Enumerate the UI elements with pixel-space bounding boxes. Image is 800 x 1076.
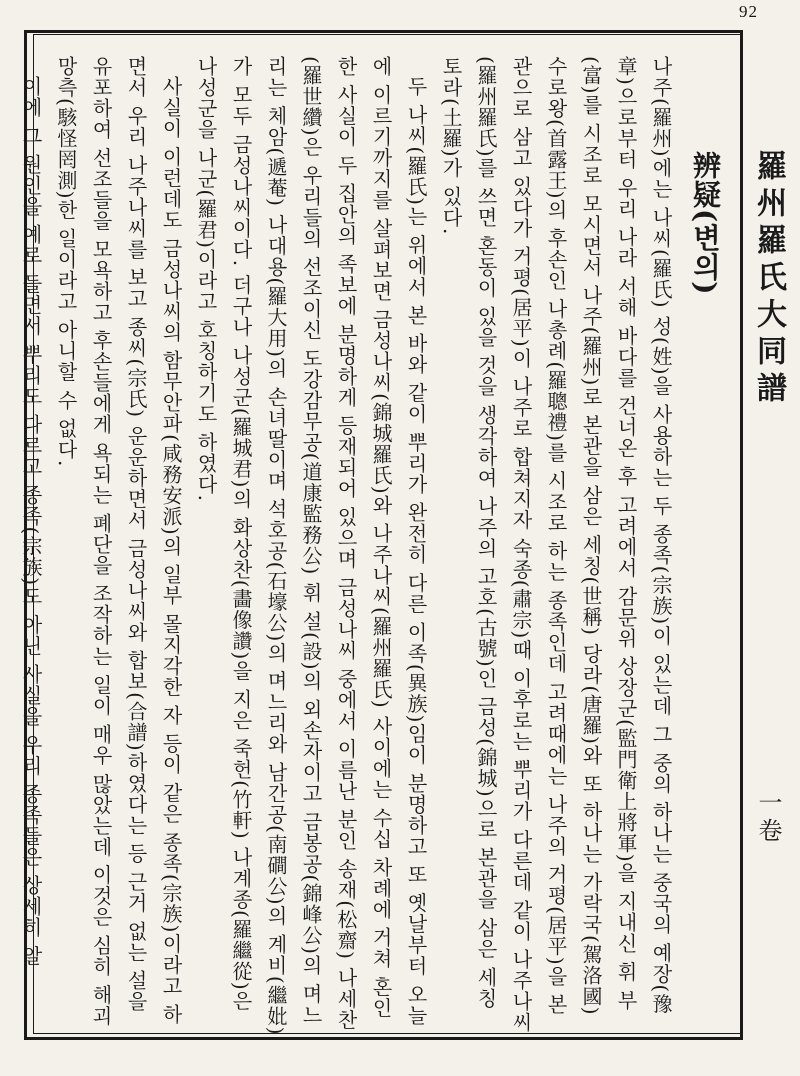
page-number: 92 bbox=[739, 2, 758, 21]
paragraph-3: 사실이 이런데도 금성나씨의 함무안파(咸務安派)의 일부 몰지각한 자 등이 같은 종족(宗族)이라고 하면서 우리 나주나씨를 보고 종씨(宗氏) 운운하면서 금성나씨와 합보(合譜)하였다는 등 근거 없는 설을 유포하여 선조들을 모욕하고 후손들에게 욕되는 폐단을 조작하는 일이 매우 많았는데 이것은 심히 해괴망측(駭怪罔測)한 일이라고 아니할 수 없다. bbox=[54, 56, 183, 1027]
paragraph-1: 나주(羅州)에는 나씨(羅氏) 성(姓)을 사용하는 두 종족(宗族)이 있는데 그 중의 하나는 중국의 예장(豫章)으로부터 우리 나라 서해 바다를 건너온 후 고려에서 감문위 상장군(監門衛上將軍)을 지내신 휘 부(富)를 시조로 모시면서 나주(羅州)로 본관을 삼은 세칭(世稱) 당라(唐羅)와 또 하나는 가락국(駕洛國) 수로왕(首露王)의 후손인 나총례(羅聰禮)를 시조로 하는 종족인데 고려때에는 나주의 거평(居平)을 본관으로 삼고 있다가 거평(居平)이 나주로 합쳐지자 숙종(肅宗)때 이후로는 뿌리가 다른데 같이 나주나씨(羅州羅氏)를 쓰면 혼동이 있을 것을 생각하여 나주의 고호(古號)인 금성(錦城)으로 본관을 삼은 세칭 토라(土羅)가 있다. bbox=[439, 56, 673, 1034]
section-heading: 辨疑(변의) bbox=[689, 151, 722, 296]
book-title: 羅州羅氏大同譜 bbox=[751, 150, 786, 409]
volume-label: 一卷 bbox=[754, 790, 782, 846]
paragraph-2: 두 나씨(羅氏)는 위에서 본 바와 같이 뿌리가 완전히 다른 이족(異族)임이 분명하고 또 옛날부터 오늘에 이르기까지를 살펴보면 금성나씨(錦城羅氏)와 나주나씨(羅州羅氏) 사이에는 수십 차례에 거쳐 혼인한 사실이 두 집안의 족보에 분명하게 등재되어 있으며 금성나씨 중에서 이름난 분인 송재(松齋) 나세찬(羅世纘)은 우리들의 선조이신 도강감무공(道康監務公) 휘 설(設)의 외손자이고 금봉공(錦峰公)의 며느리는 체암(遞菴) 나대용(羅大用)의 손녀딸이며 석호공(石壕公)의 며느리와 남간공(南磵公)의 계비(繼妣)가 모두 금성나씨이다. 더구나 나성군(羅城君)의 화상찬(畵像讚)을 지은 죽헌(竹軒) 나계종(羅繼從)은 나성군을 나군(羅君)이라고 호칭하기도 하였다. bbox=[194, 56, 428, 1036]
paragraph-4: 이에 그 원인을 예로 들면서 뿌리도 다르고 종족(宗族)도 아닌 사실을 우리 종족들은 상세히 알 bbox=[19, 76, 43, 967]
body-text bbox=[19, 56, 732, 1036]
